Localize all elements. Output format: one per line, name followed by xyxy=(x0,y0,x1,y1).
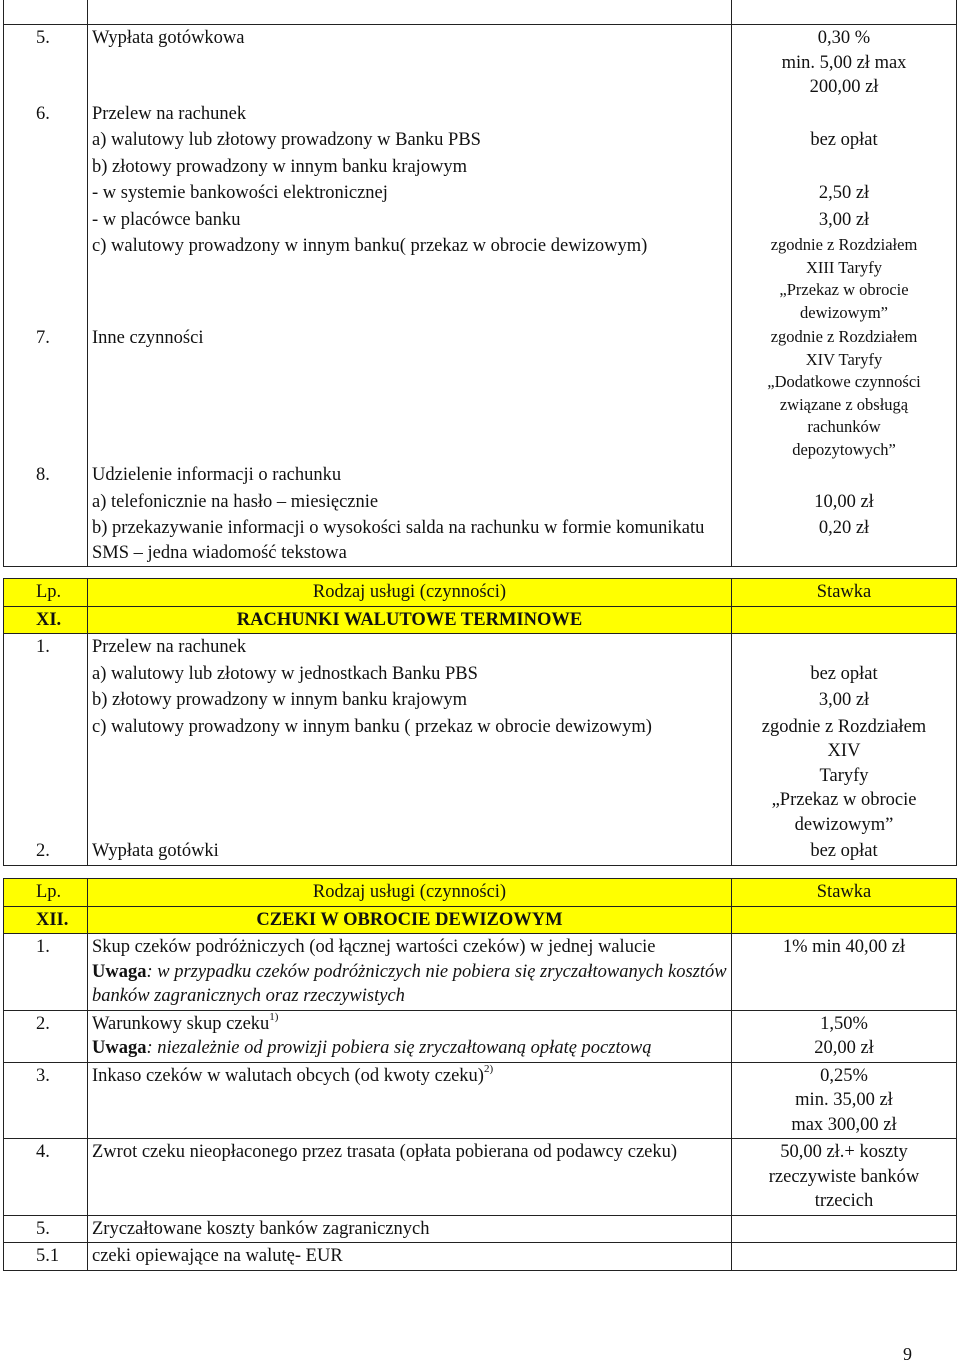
section-number: XII. xyxy=(4,906,88,934)
row-number xyxy=(4,233,88,325)
service-text: Skup czeków podróżniczych (od łącznej wartości czeków) w jednej walucie xyxy=(92,937,656,957)
rate-line: bez opłat xyxy=(810,663,878,684)
rate-line: „Przekaz w obrocie xyxy=(779,280,909,299)
service-label xyxy=(88,489,732,516)
rate-line: dewizowym” xyxy=(800,302,888,322)
rate-line: 200,00 zł xyxy=(809,77,879,97)
header-rate: Stawka xyxy=(732,879,957,907)
service-label xyxy=(88,127,732,154)
service-text: b) przekazywanie informacji o wysokości salda na rachunku w formie komunikatu SMS – jedna wiadomość tekstowa xyxy=(92,518,705,563)
service-text: c) walutowy prowadzony w innym banku ( przekaz w obrocie dewizowym) xyxy=(92,716,652,737)
section-number: XI. xyxy=(4,606,88,634)
row-number: 6. xyxy=(4,101,88,128)
section-xi-table xyxy=(3,578,957,866)
rate-cell xyxy=(732,180,957,207)
table-row xyxy=(4,462,957,489)
service-label xyxy=(88,934,732,1011)
rate-line: XIV Taryfy xyxy=(805,349,883,369)
rate-cell xyxy=(732,634,957,661)
service-label xyxy=(88,634,732,661)
note xyxy=(92,960,727,1009)
table-row xyxy=(4,1243,957,1271)
table-row xyxy=(4,325,957,462)
rate-line: 1,50% xyxy=(820,1013,868,1034)
section-xii-table xyxy=(3,878,957,1271)
rate-cell xyxy=(732,1062,957,1139)
row-number: 3. xyxy=(4,1062,88,1139)
service-label xyxy=(88,180,732,207)
table-row xyxy=(4,1062,957,1139)
rate-cell xyxy=(732,1243,957,1271)
service-text: Przelew na rachunek xyxy=(92,103,247,124)
service-text: b) złotowy prowadzony w innym banku krajowym xyxy=(92,156,468,177)
rate-line: 3,00 zł xyxy=(818,209,870,230)
row-number xyxy=(4,687,88,714)
service-label xyxy=(88,1139,732,1216)
service-label xyxy=(88,838,732,865)
row-number xyxy=(4,207,88,234)
service-text: a) walutowy lub złotowy w jednostkach Banku PBS xyxy=(92,663,478,684)
rate-cell xyxy=(732,515,957,567)
service-label xyxy=(88,1062,732,1139)
row-number xyxy=(4,127,88,154)
table-row xyxy=(4,661,957,688)
service-label xyxy=(88,1243,732,1271)
row-number xyxy=(4,180,88,207)
rate-line: bez opłat xyxy=(810,841,878,861)
rate-line: zgodnie z Rozdziałem xyxy=(761,716,927,737)
rate-line: rzeczywiste banków xyxy=(768,1166,920,1187)
rate-cell xyxy=(732,838,957,865)
note-label: Uwaga xyxy=(92,1038,147,1058)
table-row xyxy=(4,180,957,207)
service-label xyxy=(88,325,732,462)
service-label xyxy=(88,661,732,688)
service-label xyxy=(88,515,732,567)
rate-cell xyxy=(732,714,957,839)
service-text: b) złotowy prowadzony w innym banku krajowym xyxy=(92,690,468,710)
service-text: Udzielenie informacji o rachunku xyxy=(92,465,342,485)
rate-cell xyxy=(732,934,957,1011)
rate-line: trzecich xyxy=(814,1191,874,1211)
table-row xyxy=(4,1010,957,1062)
footnote-marker: 2) xyxy=(483,1062,494,1075)
table-row xyxy=(4,101,957,128)
table-row xyxy=(4,838,957,865)
section-title: CZEKI W OBROCIE DEWIZOWYM xyxy=(88,906,732,934)
table-row xyxy=(4,687,957,714)
rate-line: XIII Taryfy xyxy=(806,257,882,277)
row-number xyxy=(4,515,88,567)
rate-cell xyxy=(732,661,957,688)
table-row xyxy=(4,207,957,234)
rate-line: 2,50 zł xyxy=(818,183,870,203)
rate-line: 1% min 40,00 zł xyxy=(782,937,906,957)
service-text: a) walutowy lub złotowy prowadzony w Banku PBS xyxy=(92,130,481,150)
table-row xyxy=(4,489,957,516)
rate-line: zgodnie z Rozdziałem xyxy=(770,327,918,346)
service-text: czeki opiewające na walutę- EUR xyxy=(92,1246,343,1266)
rate-cell xyxy=(732,687,957,714)
page-number: 9 xyxy=(903,1344,912,1364)
service-text: Przelew na rachunek xyxy=(92,637,247,657)
rate-cell xyxy=(732,489,957,516)
row-number: 4. xyxy=(4,1139,88,1216)
row-number xyxy=(4,489,88,516)
rate-cell xyxy=(732,127,957,154)
service-text: - w placówce banku xyxy=(92,209,241,230)
table-header-row xyxy=(4,879,957,907)
service-text: a) telefonicznie na hasło – miesięcznie xyxy=(92,491,379,512)
rate-line: związane z obsługą xyxy=(779,394,909,414)
section-title: RACHUNKI WALUTOWE TERMINOWE xyxy=(88,606,732,634)
service-label xyxy=(88,687,732,714)
section-heading-row xyxy=(4,906,957,934)
rate-line: min. 35,00 zł xyxy=(795,1090,893,1110)
row-number: 2. xyxy=(4,1010,88,1062)
rate-line: zgodnie z Rozdziałem xyxy=(770,235,918,254)
table-row xyxy=(4,515,957,567)
section-heading-row xyxy=(4,606,957,634)
service-label xyxy=(88,714,732,839)
service-label xyxy=(88,462,732,489)
rate-line: „Przekaz w obrocie xyxy=(771,790,917,810)
row-number xyxy=(4,661,88,688)
rate-line: 3,00 zł xyxy=(818,690,870,710)
table-header-row xyxy=(4,579,957,607)
rate-line: 0,25% xyxy=(820,1065,868,1086)
service-text: - w systemie bankowości elektronicznej xyxy=(92,183,388,203)
service-text: Warunkowy skup czeku xyxy=(92,1013,270,1034)
rate-line: „Dodatkowe czynności xyxy=(767,372,921,391)
row-number: 2. xyxy=(4,838,88,865)
header-lp: Lp. xyxy=(4,879,88,907)
rate-line: dewizowym” xyxy=(794,814,894,835)
row-number: 1. xyxy=(4,934,88,1011)
service-label xyxy=(88,1215,732,1243)
fees-table-continued xyxy=(3,0,957,567)
row-number: 1. xyxy=(4,634,88,661)
table-row xyxy=(4,1215,957,1243)
header-service: Rodzaj usługi (czynności) xyxy=(88,879,732,907)
table-row xyxy=(4,714,957,839)
rate-line: Taryfy xyxy=(819,765,869,786)
header-rate: Stawka xyxy=(732,579,957,607)
row-number: 5.1 xyxy=(4,1243,88,1271)
service-label xyxy=(88,101,732,128)
service-text: Wypłata gotówkowa xyxy=(92,28,245,48)
row-number: 8. xyxy=(4,462,88,489)
table-row xyxy=(4,233,957,325)
service-text: Inne czynności xyxy=(92,328,204,348)
table-row xyxy=(4,0,957,25)
rate-line: bez opłat xyxy=(810,130,878,150)
service-text: Wypłata gotówki xyxy=(92,841,219,861)
service-label xyxy=(88,25,732,101)
service-text: c) walutowy prowadzony w innym banku( przekaz w obrocie dewizowym) xyxy=(92,236,648,256)
service-text: Inkaso czeków w walutach obcych (od kwoty czeku) xyxy=(92,1065,484,1086)
row-number: 5. xyxy=(4,1215,88,1243)
row-number: 5. xyxy=(4,25,88,101)
row-number: 7. xyxy=(4,325,88,462)
service-label xyxy=(88,233,732,325)
table-row xyxy=(4,154,957,181)
rate-cell xyxy=(732,101,957,128)
table-row xyxy=(4,127,957,154)
note-text: : w przypadku czeków podróżniczych nie pobiera się zryczałtowanych kosztów banków zagranicznych oraz rzeczywistych xyxy=(92,961,727,1006)
rate-line: depozytowych” xyxy=(792,439,896,459)
rate-cell xyxy=(732,462,957,489)
rate-cell xyxy=(732,233,957,325)
rate-line: 10,00 zł xyxy=(814,491,874,512)
rate-line: 20,00 zł xyxy=(814,1038,874,1058)
rate-cell xyxy=(732,154,957,181)
rate-cell xyxy=(732,1215,957,1243)
rate-line: min. 5,00 zł max xyxy=(781,52,907,73)
rate-line: max 300,00 zł xyxy=(791,1114,897,1135)
table-row xyxy=(4,934,957,1011)
rate-cell xyxy=(732,1139,957,1216)
table-row xyxy=(4,25,957,101)
row-number xyxy=(4,154,88,181)
service-label xyxy=(88,207,732,234)
footnote-marker: 1) xyxy=(269,1010,279,1023)
service-text: Zryczałtowane koszty banków zagranicznych xyxy=(92,1218,430,1239)
note-label: Uwaga xyxy=(92,961,147,982)
table-row xyxy=(4,1139,957,1216)
rate-line: XIV xyxy=(827,741,861,761)
service-label xyxy=(88,154,732,181)
rate-line: 0,30 % xyxy=(817,28,871,48)
rate-cell xyxy=(732,207,957,234)
service-text: Zwrot czeku nieopłaconego przez trasata (opłata pobierana od podawcy czeku) xyxy=(92,1142,678,1162)
rate-line: 50,00 zł.+ koszty xyxy=(780,1142,908,1162)
rate-cell xyxy=(732,25,957,101)
rate-cell xyxy=(732,1010,957,1062)
table-row xyxy=(4,634,957,661)
rate-line: 0,20 zł xyxy=(818,518,870,538)
note-text: : niezależnie od prowizji pobiera się zryczałtowaną opłatę pocztową xyxy=(146,1038,652,1058)
row-number xyxy=(4,714,88,839)
rate-line: rachunków xyxy=(807,417,881,436)
header-service: Rodzaj usługi (czynności) xyxy=(88,579,732,607)
note xyxy=(92,1036,727,1061)
rate-cell xyxy=(732,325,957,462)
service-label xyxy=(88,1010,732,1062)
header-lp: Lp. xyxy=(4,579,88,607)
